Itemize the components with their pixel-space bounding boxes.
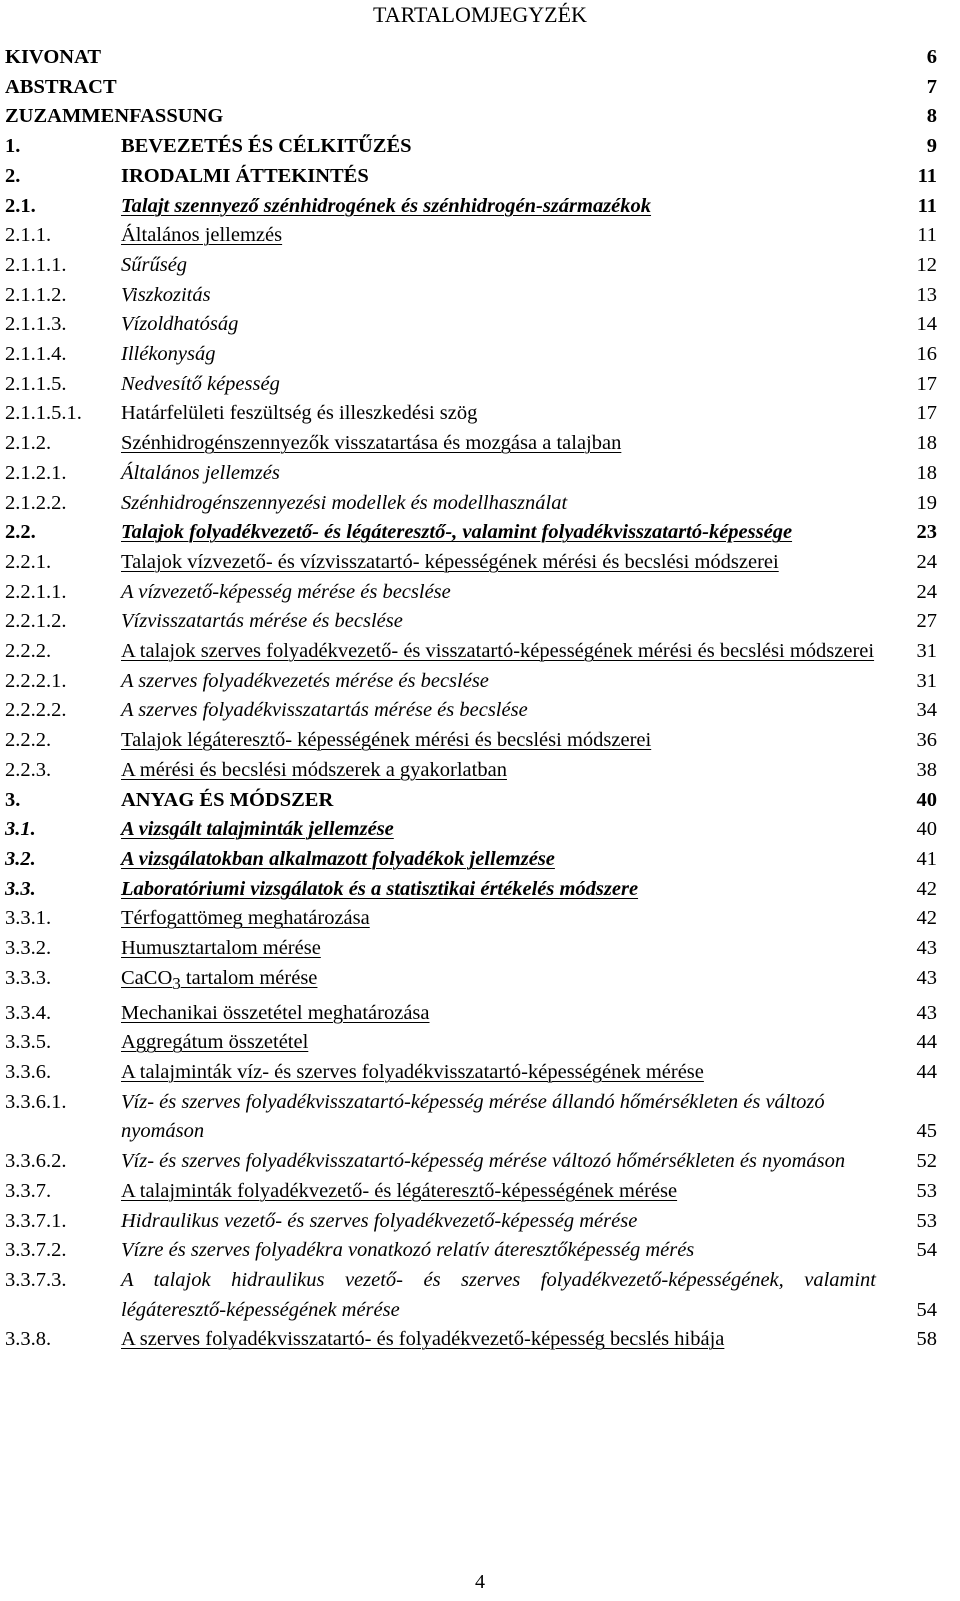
toc-entry [0,251,960,281]
toc-entry-number: 3.3.1. [5,907,52,930]
toc-entry-title: Vízoldhatóság [121,313,239,336]
toc-entry-number: 3.3.6.2. [5,1150,67,1173]
toc-entry-number: 3.3.7. [5,1179,52,1202]
toc-entry-number: 2.1.1. [5,224,52,247]
toc-entry-number: 2.2.2. [5,640,52,663]
toc-entry-title: IRODALMI ÁTTEKINTÉS [121,164,369,187]
toc-entry-title: Szénhidrogénszennyezési modellek és modellhasználat [121,491,568,514]
toc-entry-title: Szénhidrogénszennyezők visszatartása és mozgása a talajban [121,432,622,455]
toc-entry [0,429,960,459]
toc-entry-number: 2.1.1.1. [5,253,67,276]
toc-entry-number: 3.3.6. [5,1061,52,1083]
toc-entry-page: 54 [916,1298,937,1321]
toc-entry-title: Talajok folyadékvezető- és légáteresztő-, valamint folyadékvisszatartó-képessége [121,521,793,544]
toc-entry-title: Víz- és szerves folyadékvisszatartó-képesség mérése változó hőmérsékleten és nyomáson [121,1150,846,1173]
toc-entry-title [121,43,876,73]
toc-entry [0,904,960,934]
toc-entry [0,1266,960,1325]
toc-entry-page: 43 [916,937,937,960]
toc-entry-title: Talajok légáteresztő- képességének mérési és becslési módszerei [121,729,652,752]
toc-entry [0,815,960,845]
toc-entry-page: 53 [916,1209,937,1232]
toc-entry-page: 17 [916,402,937,425]
toc-entry-number: 2.2.2. [5,729,52,752]
toc-entry-page: 14 [916,313,937,336]
toc-entry-page: 42 [916,877,937,900]
toc-entry-number: 2.2.1.2. [5,610,67,633]
subscript-3: 3 [172,973,181,993]
toc-entry-page: 42 [916,907,937,930]
toc-entry [0,696,960,726]
toc-entry [0,192,960,222]
toc-entry-number: 2.1.1.5. [5,372,67,395]
toc-entry-page: 38 [916,758,937,781]
toc-entry [0,845,960,875]
toc-entry-title: A vízvezető-képesség mérése és becslése [121,580,451,603]
toc-entry-page: 41 [916,847,937,870]
toc-entry-number: 2.2.3. [5,758,52,781]
toc-entry-page: 52 [916,1150,937,1173]
toc-entry-number: 2.1.2. [5,432,52,455]
page-title: TARTALOMJEGYZÉK [373,2,587,27]
toc-entry [0,221,960,251]
toc-entry-number: 3. [5,788,21,811]
toc-entry-page: 7 [926,75,937,98]
toc-entry-title [121,73,876,103]
toc-entry-number: 3.2. [5,847,36,870]
toc-entry-number: 2.1.2.2. [5,491,67,514]
toc-entry-number: 3.3.3. [5,966,52,989]
toc-entry-title: Vízvisszatartás mérése és becslése [121,610,403,633]
toc-entry [0,999,960,1029]
toc-entry-number: 2.1.1.3. [5,313,67,336]
toc-entry-page: 27 [916,610,937,633]
toc-entry-page: 6 [926,46,937,68]
toc-entry-number: 1. [5,135,21,158]
toc-entry-page: 43 [916,1001,937,1024]
toc-entry-title: Viszkozitás [121,283,211,306]
toc-entry-title: A talajminták folyadékvezető- és légáteresztő-képességének mérése [121,1179,678,1202]
table-of-contents [0,43,960,1355]
toc-entry [0,1028,960,1058]
toc-entry [0,786,960,816]
toc-entry [0,934,960,964]
toc-entry [0,756,960,786]
toc-entry [0,340,960,370]
toc-entry-page: 45 [916,1120,937,1143]
toc-entry-number: 3.3.2. [5,937,52,960]
toc-entry-title: Mechanikai összetétel meghatározása [121,1001,430,1024]
toc-entry [0,1177,960,1207]
toc-entry [0,667,960,697]
toc-entry-title: Általános jellemzés [121,461,280,484]
toc-entry-page: 11 [917,224,937,247]
toc-entry-page: 36 [916,729,937,752]
toc-entry-title: A talajok szerves folyadékvezető- és visszatartó-képességének mérési és becslési módszerei [121,640,875,663]
toc-entry-number: 3.3.8. [5,1328,52,1351]
toc-entry-number: 2.1. [5,194,36,217]
toc-entry [0,399,960,429]
toc-entry-page: 24 [916,580,937,603]
toc-entry-page: 9 [926,135,937,158]
toc-entry-title: A vizsgálatokban alkalmazott folyadékok jellemzése [121,847,555,870]
toc-entry-page: 34 [916,699,937,722]
toc-entry-number: 3.1. [5,818,36,841]
toc-entry-page: 16 [916,343,937,366]
toc-entry-title: CaCO$_3$ tartalom mérése [121,966,318,993]
toc-entry-page: 44 [916,1031,937,1054]
toc-entry-number: 2.1.2.1. [5,461,67,484]
toc-entry-title: Víz- és szerves folyadékvisszatartó-képesség mérése állandó hőmérsékleten és változó nyomáson [121,1090,825,1143]
toc-entry-title [121,102,876,132]
toc-entry-title: A szerves folyadékvisszatartás mérése és becslése [121,699,528,722]
toc-entry [0,459,960,489]
toc-entry [0,518,960,548]
toc-entry-page: 18 [916,461,937,484]
toc-entry-page: 12 [916,253,937,276]
toc-entry-page: 31 [916,669,937,692]
toc-entry-page: 53 [916,1179,937,1202]
toc-entry-page: 24 [916,550,937,573]
toc-entry-page: 23 [916,521,937,544]
toc-entry-page: 58 [916,1328,937,1351]
toc-entry-title: Laboratóriumi vizsgálatok és a statisztikai értékelés módszere [121,877,639,900]
toc-entry [0,310,960,340]
toc-entry-title: Talajt szennyező szénhidrogének és szénhidrogén-származékok [121,194,652,217]
toc-entry-title: A szerves folyadékvezetés mérése és becslése [121,669,489,692]
toc-entry-number: 2.2. [5,521,36,544]
toc-entry-number: 3.3.6.1. [5,1090,67,1113]
toc-entry-page: 40 [916,818,937,841]
toc-entry-number: ZUZAMMENFASSUNG [5,105,224,128]
toc-entry-title: A szerves folyadékvisszatartó- és folyadékvezető-képesség becslés hibája [121,1328,725,1351]
toc-entry-number: 2. [5,164,21,187]
toc-entry-title: BEVEZETÉS ÉS CÉLKITŰZÉS [121,135,412,158]
toc-entry [0,548,960,578]
toc-entry-number: 3.3.7.3. [5,1268,67,1291]
toc-entry-title: Általános jellemzés [121,224,283,247]
toc-entry [0,607,960,637]
toc-entry-number: KIVONAT [5,46,102,68]
toc-entry-number: 2.2.1.1. [5,580,67,603]
toc-entry-number: 3.3.7.2. [5,1239,67,1262]
toc-entry-page: 17 [916,372,937,395]
toc-entry [0,637,960,667]
toc-entry-number: 2.1.1.4. [5,343,67,366]
toc-entry [0,1088,960,1147]
toc-entry [0,964,960,999]
toc-entry-title: ANYAG ÉS MÓDSZER [121,788,334,811]
toc-entry-number: 2.2.1. [5,550,52,573]
toc-entry [0,578,960,608]
toc-entry-title: Illékonyság [121,343,216,366]
toc-entry-page: 44 [916,1061,937,1083]
page-number: 4 [475,1571,485,1593]
toc-entry [0,726,960,756]
toc-entry-number: 3.3.4. [5,1001,52,1024]
toc-entry-page: 43 [916,966,937,989]
toc-entry-title: Aggregátum összetétel [121,1031,309,1054]
toc-entry [0,1325,960,1355]
toc-entry-number: 2.1.1.5.1. [5,402,82,425]
toc-entry-number: 2.2.2.1. [5,669,67,692]
toc-entry [0,73,960,103]
toc-entry [0,370,960,400]
toc-entry [0,43,960,73]
toc-entry-title: Határfelületi feszültség és illeszkedési szög [121,402,478,425]
toc-entry [0,489,960,519]
toc-entry [0,1207,960,1237]
toc-entry-page: 31 [916,640,937,663]
toc-entry [0,1236,960,1266]
toc-entry-title: Hidraulikus vezető- és szerves folyadékvezető-képesség mérése [121,1209,638,1232]
toc-entry [0,1058,960,1088]
toc-entry [0,132,960,162]
toc-entry-title: A vizsgált talajminták jellemzése [121,818,394,841]
toc-entry [0,875,960,905]
toc-entry-page: 11 [917,164,937,187]
toc-entry-number: 3.3.5. [5,1031,52,1054]
toc-entry [0,102,960,132]
toc-entry-title: Térfogattömeg meghatározása [121,907,370,930]
toc-entry-title: Nedvesítő képesség [121,372,280,395]
toc-entry-number: 2.1.1.2. [5,283,67,306]
toc-entry-page: 11 [917,194,937,217]
toc-entry-number: ABSTRACT [5,75,117,98]
toc-entry-page: 13 [916,283,937,306]
toc-entry [0,281,960,311]
toc-entry-page: 54 [916,1239,937,1262]
toc-entry-number: 2.2.2.2. [5,699,67,722]
toc-entry-title: A mérési és becslési módszerek a gyakorlatban [121,758,507,781]
toc-entry-title: Talajok vízvezető- és vízvisszatartó- képességének mérési és becslési módszerei [121,550,779,573]
toc-entry-title: Vízre és szerves folyadékra vonatkozó relatív áteresztőképesség mérés [121,1239,695,1262]
toc-entry [0,1147,960,1177]
toc-entry-number: 3.3.7.1. [5,1209,67,1232]
toc-entry-title: Sűrűség [121,253,188,276]
toc-entry-number: 3.3. [5,877,36,900]
toc-entry [0,162,960,192]
toc-entry-title: A talajminták víz- és szerves folyadékvisszatartó-képességének mérése [121,1061,704,1083]
toc-entry-page: 40 [916,788,937,811]
toc-entry-page: 19 [916,491,937,514]
toc-entry-title: Humusztartalom mérése [121,937,321,960]
toc-entry-title: A talajok hidraulikus vezető- és szerves folyadékvezető-képességének, valamint légáteresztő-képességének mérése [121,1268,876,1321]
toc-entry-page: 18 [916,432,937,455]
toc-entry-page: 8 [926,105,937,128]
